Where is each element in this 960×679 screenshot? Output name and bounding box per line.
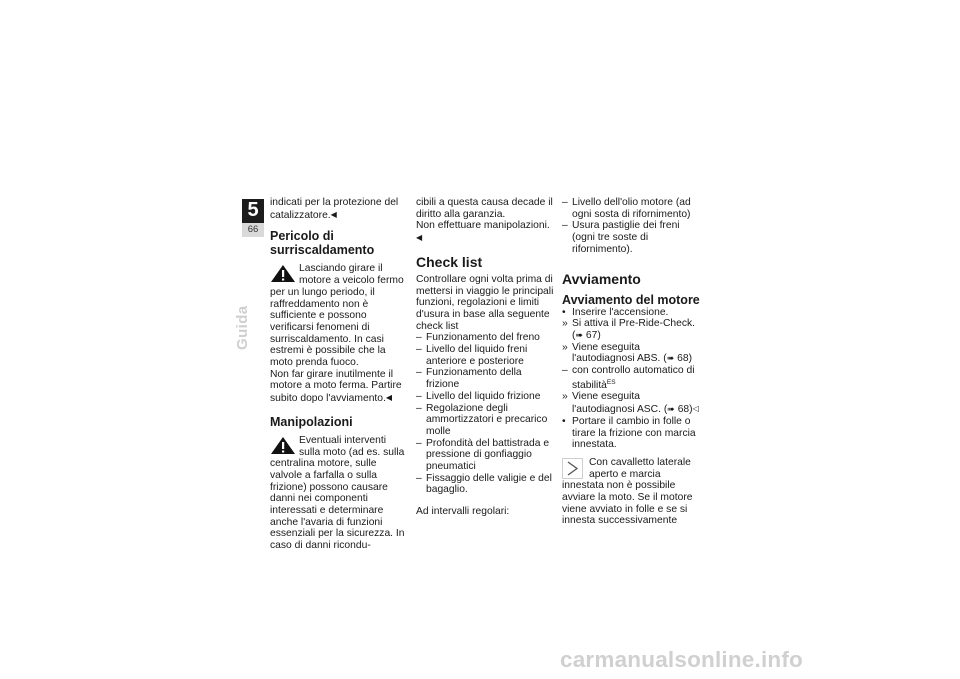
- list-item: – Livello del liquido frizione: [416, 390, 541, 402]
- note-icon: [562, 458, 583, 479]
- column-3: [562, 197, 700, 527]
- page-reference: 67: [585, 329, 598, 341]
- reference-arrow-icon: ➠: [575, 329, 583, 340]
- list-item: – Livello dell'olio motore (ad ogni sosta di rifornimento): [562, 197, 691, 220]
- end-mark-icon: ◀: [330, 209, 337, 219]
- reference-arrow-icon: ➠: [667, 404, 675, 415]
- paragraph-warranty: cibili a questa causa decade il diritto alla garanzia.: [416, 197, 553, 220]
- list-item: – Fissaggio delle valigie e del bagaglio.: [416, 472, 552, 496]
- paragraph-avoid: Non effettuare manipolazioni.◀: [416, 220, 550, 243]
- heading-overheat: Pericolo di surriscaldamento: [270, 229, 375, 258]
- column-2: [416, 197, 554, 518]
- end-mark-icon: ◁: [692, 404, 699, 414]
- warning-icon: [270, 264, 296, 283]
- list-item: » Si attiva il Pre-Ride-Check. (➠ 67): [562, 318, 696, 341]
- paragraph-intro: indicati per la protezione del catalizzatore.◀: [270, 197, 399, 221]
- warning-overheat: [270, 263, 408, 368]
- note-sidestand: [562, 457, 700, 527]
- warning-overheat-text: Lasciando girare il motore a veicolo fermo per un lungo periodo, il raffreddamento non è sufficiente e possono verificarsi fenomeni di surriscaldamento. In casi estremi è possibile che la moto prenda fuoco.: [270, 263, 404, 369]
- list-item: – Funzionamento del freno: [416, 332, 540, 344]
- option-superscript: ES: [606, 378, 616, 386]
- end-mark-icon: ◀: [385, 393, 393, 403]
- chapter-tab: [242, 199, 264, 237]
- column-1: [270, 197, 408, 552]
- warning-icon: [270, 436, 296, 455]
- list-item: • Inserire l'accensione.: [562, 306, 669, 318]
- warning-tamper-text: Eventuali interventi sulla moto (ad es. sulla centralina motore, sulle valvole a farfalla o sulla frizione) possono causare danni nei componenti interessati e determinare anche l'avaria di funzioni essenziali per la sicurezza. In caso di danni ricondu-: [270, 434, 405, 552]
- interval-list: [562, 197, 700, 256]
- list-item: – Funzionamento della frizione: [416, 367, 522, 391]
- page-reference: 68: [677, 404, 690, 416]
- list-item: » Viene eseguita l'autodiagnosi ASC. (➠ 68)◁: [562, 391, 699, 416]
- heading-engine-start: Avviamento del motore: [562, 292, 700, 307]
- page-reference: 68: [677, 353, 689, 365]
- checklist: [416, 332, 554, 496]
- heading-tamper: Manipolazioni: [270, 414, 353, 429]
- paragraph-intervals: Ad intervalli regolari:: [416, 506, 510, 518]
- list-item: – Regolazione degli ammortizzatori e precarico molle: [416, 402, 548, 437]
- list-item: – Profondità del battistrada e pressione di gonfiaggio pneumatici: [416, 437, 550, 473]
- list-item: • Portare il cambio in folle o tirare la frizione con marcia innestata.: [562, 415, 696, 451]
- heading-checklist: Check list: [416, 253, 483, 270]
- list-item: – Usura pastiglie dei freni (ogni tre soste di rifornimento).: [562, 220, 680, 255]
- heading-start: Avviamento: [562, 270, 641, 287]
- end-mark-icon: ◀: [416, 233, 423, 243]
- warning-tamper: [270, 435, 408, 552]
- list-item: – Livello del liquido freni anteriore e posteriore: [416, 344, 528, 367]
- reference-arrow-icon: ➠: [666, 353, 675, 364]
- watermark: carmanualsonline.info: [560, 647, 803, 672]
- paragraph-idle: Non far girare inutilmente il motore a moto ferma. Partire subito dopo l'avviamento.◀: [270, 368, 402, 405]
- start-steps: [562, 307, 700, 451]
- paragraph-checklist-intro: Controllare ogni volta prima di mettersi in viaggio le principali funzioni, regolazioni e limiti d'usura in base alla seguente check list: [416, 273, 554, 332]
- page-number: 66: [242, 223, 264, 237]
- list-item: » Viene eseguita l'autodiagnosi ABS. (➠ 68): [562, 341, 693, 365]
- chapter-number: 5: [247, 199, 259, 221]
- note-text: Con cavalletto laterale aperto e marcia innestata non è possibile avviare la moto. Se il motore viene avviato in folle e se si innesta successivamente: [562, 456, 693, 527]
- section-label: Guida: [234, 305, 251, 350]
- list-item: – con controllo automatico di stabilità$^{ES}$: [562, 365, 695, 391]
